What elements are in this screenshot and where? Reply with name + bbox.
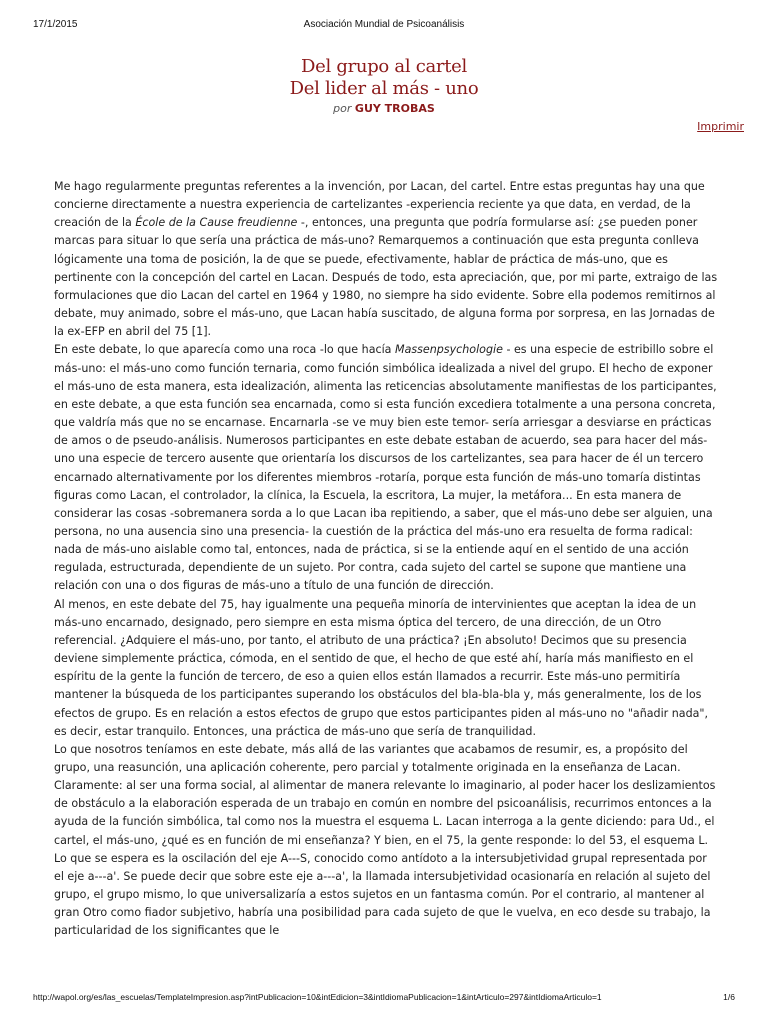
article-body [54,178,720,941]
article-title-block [0,56,768,115]
paragraph: Al menos, en este debate del 75, hay igualmente una pequeña minoría de intervinientes que aceptan la idea de un más-uno encarnado, designado, pero siempre en esta misma óptica del tercero, de una dirección, de un Otro referencial. ¿Adquiere el más-uno, por tanto, el atributo de una práctica? ¡En absoluto! Decimos que su presencia deviene simplemente práctica, cómoda, en el sentido de que, el hecho de que esté ahí, haría más manifiesto en el espíritu de la gente la función de tercero, de eso a quien ellos están llamados a recurrir. Este más-uno permitiría mantener la búsqueda de los participantes superando los obstáculos del bla-bla-bla y, más generalmente, los de los efectos de grupo. Es en relación a estos efectos de grupo que estos participantes piden al más-uno no "añadir nada", es decir, estar tranquilo. Entonces, una práctica de más-uno que sería de tranquilidad. [54,597,709,738]
paragraph: Me hago regularmente preguntas referentes a la invención, por Lacan, del cartel. Entre estas preguntas hay una que concierne directamente a nuestra experiencia de cartelizantes -experiencia reciente ya que data, en verdad, de la creación de la École de la Cause freudienne -, entonces, una pregunta que podría formularse así: ¿se pueden poner marcas para situar lo que sería una práctica de más-uno? Remarquemos a continuación que esta pregunta conlleva lógicamente una toma de posición, la de que se puede, efectivamente, hablar de práctica de más-uno, que es pertinente con la concepción del cartel en Lacan. Después de todo, esta apreciación, que, por mi parte, extraigo de las formulaciones que dio Lacan del cartel en 1964 y 1980, no siempre ha sido evidente. Sobre ella podemos remitirnos al debate, muy animado, sobre el más-uno, que Lacan había suscitado, de alguna forma por sorpresa, en las Jornadas de la ex-EFP en abril del 75 [1]. [54,180,718,339]
article-subtitle: Del lider al más - uno [289,78,479,99]
byline [0,102,768,115]
print-url: http://wapol.org/es/las_escuelas/TemplateImpresion.asp?intPublicacion=10&intEdicion=3&intIdiomaPublicacion=1&intArticulo=297&intIdiomaArticulo=1 [33,992,602,1002]
paragraph: En este debate, lo que aparecía como una roca -lo que hacía Massenpsychologie - es una especie de estribillo sobre el más-uno: el más-uno como función ternaria, como función simbólica idealizada a nivel del grupo. El hecho de exponer el más-uno de esta manera, esta idealización, alimenta las reticencias absolutamente manifiestas de los participantes, en este debate, a que esta función sea encarnada, como si esta función excediera totalmente a una persona concreta, que valdría más que no se encarnase. Encarnarla -se ve muy bien este temor- sería arriesgar a desviarse en prácticas de amos o de pseudo-análisis. Numerosos participantes en este debate estaban de acuerdo, sea para hacer del más-uno una especie de tercero ausente que orientaría los discursos de los cartelizantes, sea para hacer de él un tercero encarnado alternativamente por los diferentes miembros -rotaría, porque esta función de más-uno tomaría distintas figuras como Lacan, el controlador, la clínica, la Escuela, la escritora, La mujer, la metáfora... En esta manera de considerar las cosas -sobremanera sorda a lo que Lacan iba repitiendo, a saber, que el más-uno debe ser alguien, una persona, no una ausencia sino una presencia- la cuestión de la práctica del más-uno era resuelta de forma radical: nada de más-uno aislable como tal, entonces, nada de práctica, si se la entiende aquí en el sentido de una acción regulada, estructurada, dependiente de un sujeto. Por contra, cada sujeto del cartel se supone que mantiene una relación con una o dos figuras de más-uno a título de una función de dirección. [54,343,717,593]
print-header [0,0,768,30]
print-date: 17/1/2015 [33,19,78,30]
italic-term: Massenpsychologie [395,343,503,357]
byline-prefix: por [333,102,352,115]
paragraph: Lo que nosotros teníamos en este debate, más allá de las variantes que acabamos de resumir, es, a propósito del grupo, una reasunción, una aplicación coherente, pero parcial y totalmente originada en la enseñanza de Lacan. Claramente: al ser una forma social, al alimentar de manera relevante lo imaginario, al poder hacer los deslizamientos de obstáculo a la elaboración esperada de un trabajo en común en nombre del psicoanálisis, recurrimos entonces a la ayuda de la función simbólica, tal como nos la muestra el esquema L. Lacan interroga a la gente diciendo: para Ud., el cartel, el más-uno, ¿qué es en función de mi enseñanza? Y bien, en el 75, la gente responde: lo del 53, el esquema L. Lo que se espera es la oscilación del eje A---S, conocido como antídoto a la intersubjetividad grupal representada por el eje a---a'. Se puede decir que sobre este eje a---a', la llamada intersubjetividad ocasionaría en relación al sujeto del grupo, el grupo mismo, lo que universalizaría a estos sujetos en un fantasma común. Por el contrario, al mantener al gran Otro como fiador subjetivo, habría una posibilidad para cada sujeto de que le vuelva, en eco desde su trabajo, la particularidad de los significantes que le [54,742,716,938]
author-name[interactable]: GUY TROBAS [354,102,435,115]
article-title: Del grupo al cartel [301,56,467,77]
italic-title: École de la Cause freudienne [135,216,298,230]
print-site-title: Asociación Mundial de Psicoanálisis [303,19,465,30]
page-number: 1/6 [723,992,735,1002]
print-link[interactable]: Imprimir [697,120,744,133]
print-footer [0,990,768,1010]
